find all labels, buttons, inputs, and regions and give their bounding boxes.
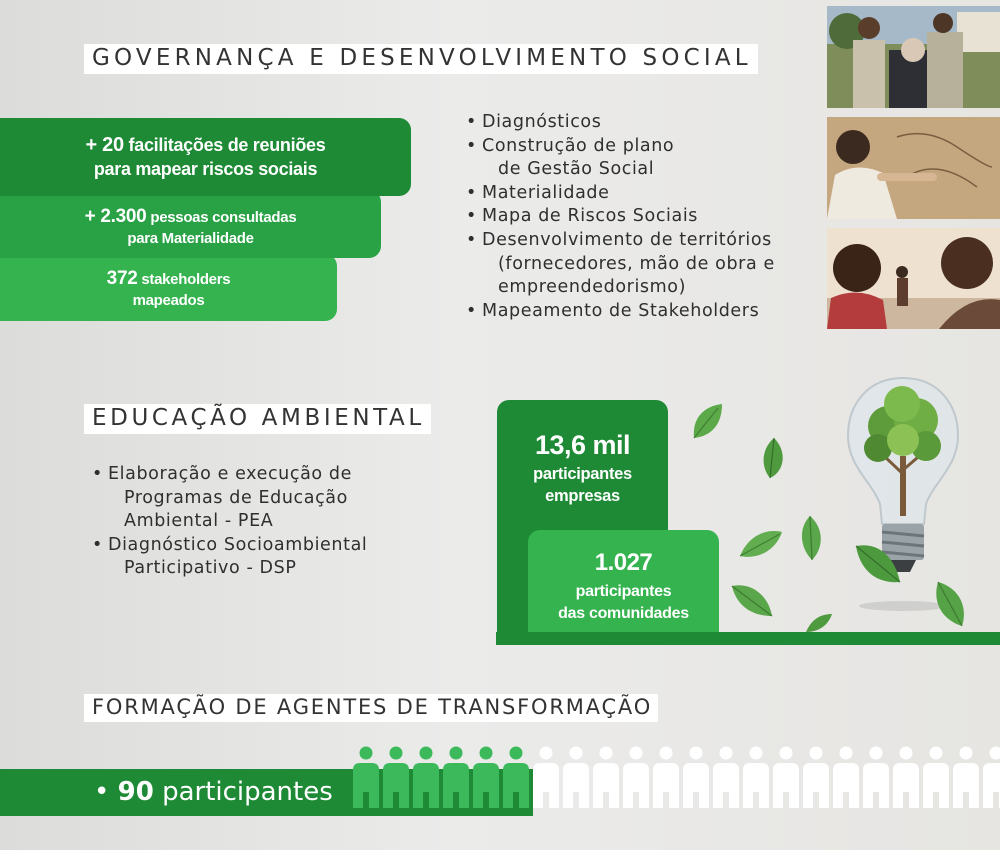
person-icon (743, 747, 769, 809)
list-item: • Diagnóstico Socioambiental (92, 534, 367, 558)
leaf-icon (804, 612, 834, 634)
leaf-icon (852, 540, 904, 588)
list-item: • Mapeamento de Stakeholders (466, 300, 775, 324)
leaf-icon (930, 580, 970, 628)
person-icon (413, 747, 439, 809)
list-item: • Diagnósticos (466, 111, 775, 135)
stat-meetings-line1 (86, 133, 326, 157)
participants-bullet: • (94, 777, 110, 807)
stat-meetings-label: facilitações de reuniões (128, 135, 326, 155)
environment-bullet-list (92, 463, 367, 581)
person-icon (383, 747, 409, 809)
person-icon (833, 747, 859, 809)
stat-communities-line2: das comunidades (558, 605, 689, 622)
photo-community-meeting (827, 228, 1000, 329)
stat-companies-line2: empresas (545, 487, 620, 505)
person-icon (803, 747, 829, 809)
person-icon (983, 747, 1000, 809)
person-icon (923, 747, 949, 809)
stat-communities-value: 1.027 (594, 549, 653, 576)
stat-consulted-line2: para Materialidade (127, 229, 254, 247)
leaf-icon (796, 514, 826, 562)
participants-stat (94, 776, 333, 808)
stat-consulted-line1 (85, 206, 297, 228)
list-item-continuation: (fornecedores, mão de obra e (498, 253, 775, 274)
list-item: • Materialidade (466, 182, 775, 206)
leaf-icon (758, 436, 788, 480)
stat-meetings-value: + 20 (85, 134, 124, 156)
person-icon (533, 747, 559, 809)
list-item-continuation: Participativo - DSP (124, 558, 297, 578)
participants-label: participantes (162, 777, 333, 807)
leaf-icon (690, 402, 724, 442)
stat-stakeholders-value: 372 (106, 268, 138, 289)
governance-bullet-list (466, 111, 775, 323)
person-icon (353, 747, 379, 809)
person-icon (893, 747, 919, 809)
environment-title: EDUCAÇÃO AMBIENTAL (84, 404, 431, 434)
list-item: • Desenvolvimento de territórios (466, 229, 775, 253)
list-item-continuation: de Gestão Social (498, 159, 655, 180)
stat-stakeholders-line1 (107, 268, 231, 290)
list-item-continuation: empreendedorismo) (498, 277, 687, 298)
stat-consulted-label: pessoas consultadas (150, 208, 297, 226)
person-icon (443, 747, 469, 809)
list-item: • Elaboração e execução de (92, 463, 367, 487)
person-icon (683, 747, 709, 809)
list-item-continuation: Ambiental - PEA (124, 511, 274, 531)
stat-communities (528, 530, 719, 632)
people-icon-row (351, 746, 1000, 812)
person-icon (473, 747, 499, 809)
stat-consulted (0, 190, 381, 258)
stat-meetings (0, 118, 411, 196)
stat-stakeholders (0, 254, 337, 321)
stat-communities-line1: participantes (575, 583, 672, 600)
leaf-icon (738, 526, 784, 562)
stat-stakeholders-label: stakeholders (141, 271, 231, 288)
person-icon (563, 747, 589, 809)
stat-consulted-value: + 2.300 (84, 205, 147, 227)
leaf-icon (730, 580, 774, 620)
list-item: • Construção de plano (466, 135, 775, 159)
person-icon (623, 747, 649, 809)
person-icon (503, 747, 529, 809)
person-icon (713, 747, 739, 809)
stat-companies-line1: participantes (533, 465, 632, 483)
agents-title: FORMAÇÃO DE AGENTES DE TRANSFORMAÇÃO (84, 694, 658, 722)
person-icon (953, 747, 979, 809)
photo-mapping-workshop (827, 117, 1000, 219)
stat-meetings-line2: para mapear riscos sociais (93, 159, 318, 179)
person-icon (653, 747, 679, 809)
photo-field-interview (827, 6, 1000, 108)
stat-companies-value: 13,6 mil (534, 430, 631, 460)
person-icon (863, 747, 889, 809)
person-icon (593, 747, 619, 809)
list-item: • Mapa de Riscos Sociais (466, 205, 775, 229)
participants-value: 90 (117, 777, 154, 807)
list-item-continuation: Programas de Educação (124, 487, 348, 508)
governance-title: GOVERNANÇA E DESENVOLVIMENTO SOCIAL (84, 44, 758, 74)
person-icon (773, 747, 799, 809)
stat-stakeholders-line2: mapeados (132, 292, 205, 309)
